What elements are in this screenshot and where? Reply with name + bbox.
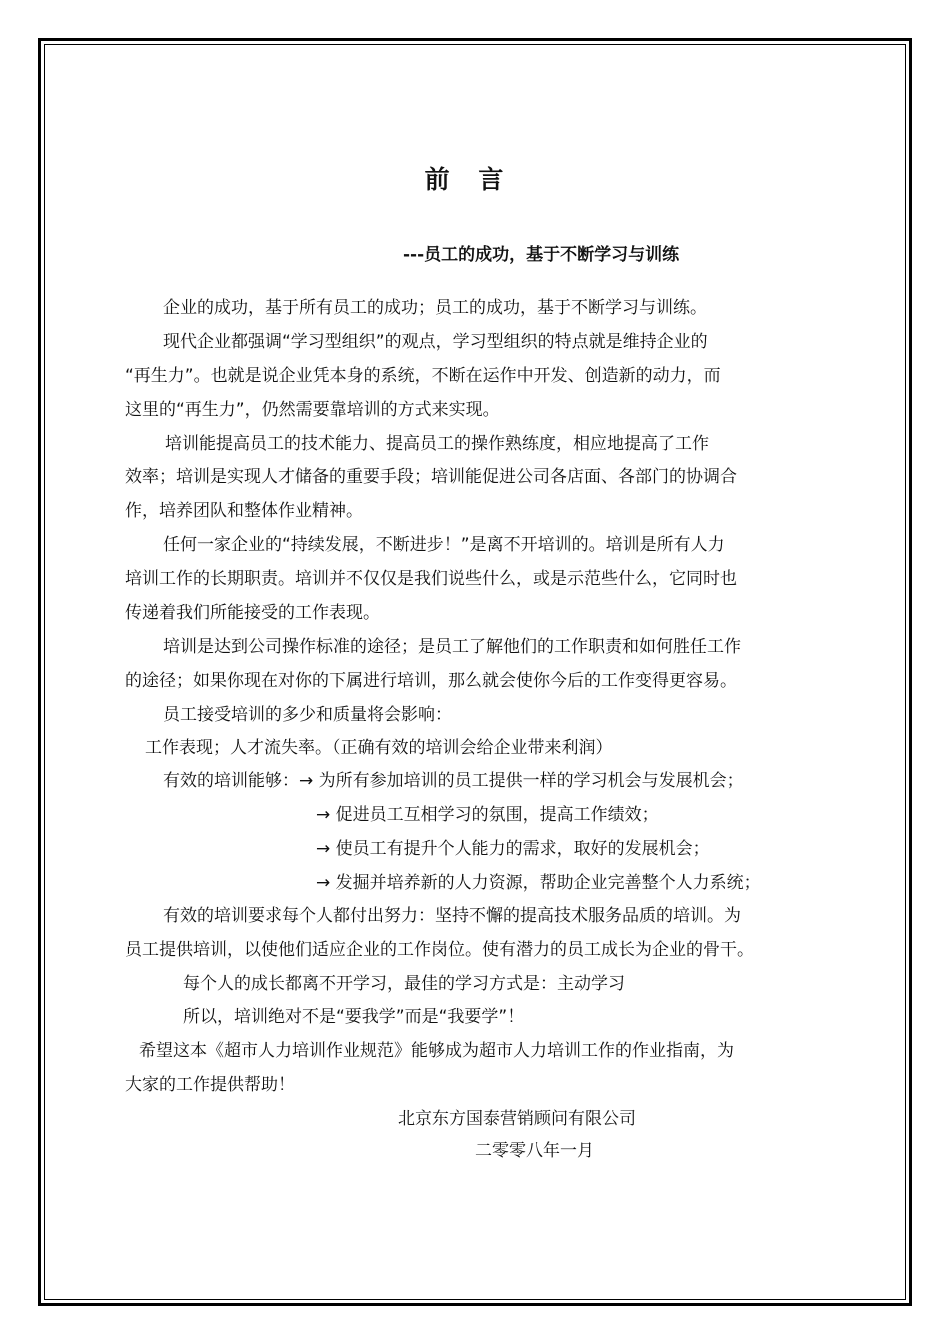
paragraph-line: 员工提供培训，以使他们适应企业的工作岗位。使有潜力的员工成长为企业的骨干。 bbox=[125, 940, 754, 960]
paragraph-line: 希望这本《超市人力培训作业规范》能够成为超市人力培训工作的作业指南，为 bbox=[139, 1041, 734, 1061]
paragraph-line: 效率；培训是实现人才储备的重要手段；培训能促进公司各店面、各部门的协调合 bbox=[125, 467, 737, 487]
paragraph-line: 企业的成功，基于所有员工的成功；员工的成功，基于不断学习与训练。 bbox=[163, 298, 707, 318]
paragraph-line: “再生力”。也就是说企业凭本身的系统，不断在运作中开发、创造新的动力，而 bbox=[125, 366, 721, 386]
document-title: 前 言 bbox=[424, 165, 514, 194]
paragraph-line: 现代企业都强调“学习型组织”的观点，学习型组织的特点就是维持企业的 bbox=[163, 332, 708, 352]
paragraph-line: 这里的“再生力”，仍然需要靠培训的方式来实现。 bbox=[125, 400, 500, 420]
list-item: → 使员工有提升个人能力的需求，取好的发展机会； bbox=[316, 839, 710, 859]
paragraph-line: 任何一家企业的“持续发展，不断进步！”是离不开培训的。培训是所有人力 bbox=[163, 535, 725, 555]
company-signature: 北京东方国泰营销顾问有限公司 bbox=[398, 1109, 636, 1129]
paragraph-line: 工作表现；人才流失率。（正确有效的培训会给企业带来利润） bbox=[145, 738, 613, 758]
paragraph-line: 每个人的成长都离不开学习，最佳的学习方式是：主动学习 bbox=[183, 974, 625, 994]
paragraph-line: 培训工作的长期职责。培训并不仅仅是我们说些什么，或是示范些什么，它同时也 bbox=[125, 569, 737, 589]
paragraph-line: 传递着我们所能接受的工作表现。 bbox=[125, 603, 380, 623]
paragraph-line: 所以，培训绝对不是“要我学”而是“我要学”！ bbox=[183, 1007, 525, 1027]
paragraph-line: 大家的工作提供帮助！ bbox=[125, 1075, 295, 1095]
paragraph-line: 培训是达到公司操作标准的途径；是员工了解他们的工作职责和如何胜任工作 bbox=[163, 637, 741, 657]
document-subtitle: ---员工的成功，基于不断学习与训练 bbox=[403, 245, 680, 265]
paragraph-line: 作，培养团队和整体作业精神。 bbox=[125, 501, 363, 521]
signature-date: 二零零八年一月 bbox=[475, 1141, 594, 1161]
list-item: → 发掘并培养新的人力资源，帮助企业完善整个人力系统； bbox=[316, 873, 761, 893]
paragraph-line: 有效的培训要求每个人都付出努力：坚持不懈的提高技术服务品质的培训。为 bbox=[163, 906, 741, 926]
paragraph-line: 的途径；如果你现在对你的下属进行培训，那么就会使你今后的工作变得更容易。 bbox=[125, 671, 737, 691]
paragraph-line: 员工接受培训的多少和质量将会影响： bbox=[163, 705, 452, 725]
list-lead-line: 有效的培训能够：→ 为所有参加培训的员工提供一样的学习机会与发展机会； bbox=[163, 771, 744, 791]
list-item: → 促进员工互相学习的氛围，提高工作绩效； bbox=[316, 805, 659, 825]
paragraph-line: 培训能提高员工的技术能力、提高员工的操作熟练度，相应地提高了工作 bbox=[165, 434, 709, 454]
